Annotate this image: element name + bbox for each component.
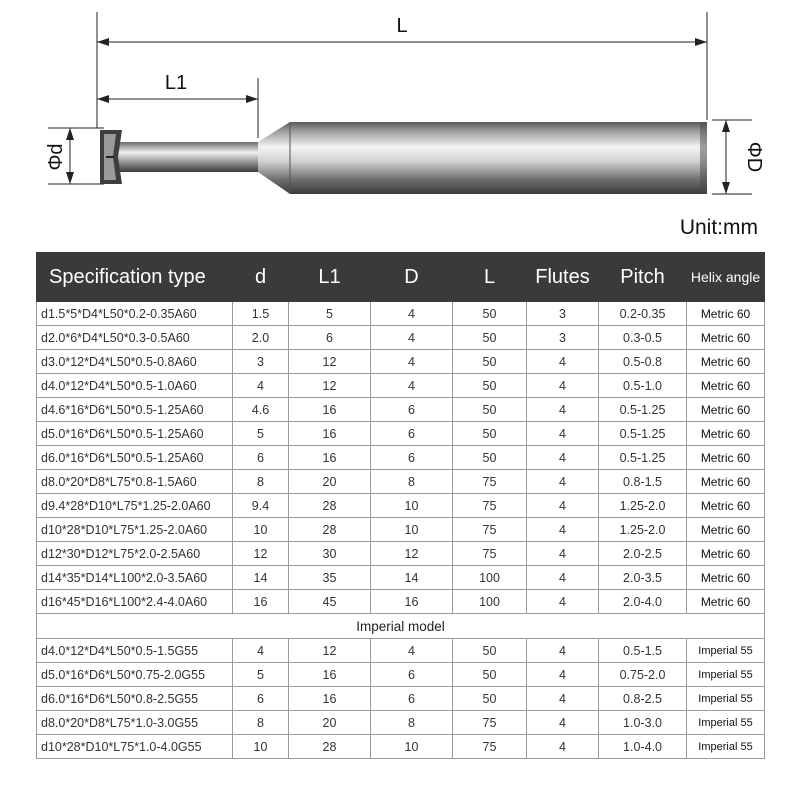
table-row [37, 494, 765, 518]
table-row [37, 518, 765, 542]
cell-D: 4 [371, 374, 453, 398]
table-row [37, 374, 765, 398]
cell-flutes: 4 [527, 542, 599, 566]
cell-D: 6 [371, 663, 453, 687]
header-L: L [453, 253, 527, 302]
cell-spec: d10*28*D10*L75*1.0-4.0G55 [37, 735, 233, 759]
cell-L: 75 [453, 735, 527, 759]
header-flutes: Flutes [527, 253, 599, 302]
header-d: d [233, 253, 289, 302]
cell-L: 75 [453, 518, 527, 542]
cell-flutes: 4 [527, 422, 599, 446]
cell-d: 9.4 [233, 494, 289, 518]
cell-d: 1.5 [233, 302, 289, 326]
cell-helix: Metric 60 [687, 302, 765, 326]
cell-l1: 12 [289, 639, 371, 663]
cell-D: 6 [371, 446, 453, 470]
cell-spec: d6.0*16*D6*L50*0.8-2.5G55 [37, 687, 233, 711]
cell-helix: Metric 60 [687, 470, 765, 494]
table-header-row [37, 253, 765, 302]
cell-l1: 16 [289, 687, 371, 711]
cell-d: 8 [233, 711, 289, 735]
cell-L: 75 [453, 494, 527, 518]
cell-spec: d8.0*20*D8*L75*1.0-3.0G55 [37, 711, 233, 735]
metric-rows [37, 302, 765, 614]
cell-d: 2.0 [233, 326, 289, 350]
cell-d: 6 [233, 687, 289, 711]
cell-spec: d14*35*D14*L100*2.0-3.5A60 [37, 566, 233, 590]
cell-helix: Imperial 55 [687, 711, 765, 735]
cell-L: 100 [453, 566, 527, 590]
cell-spec: d9.4*28*D10*L75*1.25-2.0A60 [37, 494, 233, 518]
cell-helix: Imperial 55 [687, 735, 765, 759]
cell-flutes: 4 [527, 566, 599, 590]
cell-D: 10 [371, 735, 453, 759]
cell-L: 50 [453, 663, 527, 687]
table-row [37, 470, 765, 494]
cell-flutes: 3 [527, 326, 599, 350]
cell-d: 4 [233, 639, 289, 663]
cell-pitch: 0.5-0.8 [599, 350, 687, 374]
cell-flutes: 4 [527, 687, 599, 711]
cell-D: 12 [371, 542, 453, 566]
cell-l1: 45 [289, 590, 371, 614]
cell-L: 50 [453, 374, 527, 398]
length-L-dimension [97, 15, 707, 46]
cell-helix: Imperial 55 [687, 687, 765, 711]
cell-l1: 12 [289, 350, 371, 374]
cell-spec: d10*28*D10*L75*1.25-2.0A60 [37, 518, 233, 542]
label-L1: L1 [164, 72, 188, 94]
cell-spec: d6.0*16*D6*L50*0.5-1.25A60 [37, 446, 233, 470]
cell-flutes: 4 [527, 663, 599, 687]
cell-pitch: 0.5-1.0 [599, 374, 687, 398]
cell-pitch: 0.8-1.5 [599, 470, 687, 494]
cell-D: 6 [371, 398, 453, 422]
cell-D: 4 [371, 350, 453, 374]
imperial-section [37, 614, 765, 639]
cell-D: 8 [371, 711, 453, 735]
cell-D: 6 [371, 687, 453, 711]
tool-dimension-drawing [0, 0, 800, 240]
specification-table [36, 252, 765, 759]
cell-pitch: 2.0-4.0 [599, 590, 687, 614]
cell-pitch: 2.0-2.5 [599, 542, 687, 566]
cell-d: 10 [233, 735, 289, 759]
cell-pitch: 1.0-4.0 [599, 735, 687, 759]
cell-l1: 30 [289, 542, 371, 566]
table-row [37, 326, 765, 350]
cell-d: 4.6 [233, 398, 289, 422]
cell-L: 50 [453, 302, 527, 326]
cell-helix: Imperial 55 [687, 663, 765, 687]
cell-pitch: 0.75-2.0 [599, 663, 687, 687]
label-L: L [396, 15, 408, 37]
cell-spec: d3.0*12*D4*L50*0.5-0.8A60 [37, 350, 233, 374]
cell-helix: Metric 60 [687, 590, 765, 614]
cell-spec: d5.0*16*D6*L50*0.75-2.0G55 [37, 663, 233, 687]
cell-pitch: 0.5-1.5 [599, 639, 687, 663]
cell-d: 12 [233, 542, 289, 566]
cell-d: 6 [233, 446, 289, 470]
thread-mill-tool-image [100, 122, 707, 194]
cell-helix: Metric 60 [687, 446, 765, 470]
imperial-section-row [37, 614, 765, 639]
table-row [37, 422, 765, 446]
cell-l1: 6 [289, 326, 371, 350]
cell-D: 8 [371, 470, 453, 494]
table-row [37, 590, 765, 614]
cell-l1: 28 [289, 518, 371, 542]
imperial-model-label: Imperial model [37, 614, 765, 639]
cell-l1: 16 [289, 422, 371, 446]
cell-spec: d12*30*D12*L75*2.0-2.5A60 [37, 542, 233, 566]
cell-D: 4 [371, 326, 453, 350]
cell-spec: d5.0*16*D6*L50*0.5-1.25A60 [37, 422, 233, 446]
cell-pitch: 1.25-2.0 [599, 494, 687, 518]
table-row [37, 735, 765, 759]
cell-d: 14 [233, 566, 289, 590]
length-L1-dimension [97, 72, 258, 103]
diameter-D-dimension [712, 120, 765, 194]
cell-helix: Metric 60 [687, 422, 765, 446]
table-row [37, 398, 765, 422]
cell-L: 100 [453, 590, 527, 614]
cell-L: 75 [453, 470, 527, 494]
cell-flutes: 4 [527, 350, 599, 374]
cell-helix: Metric 60 [687, 494, 765, 518]
cell-spec: d2.0*6*D4*L50*0.3-0.5A60 [37, 326, 233, 350]
cell-d: 16 [233, 590, 289, 614]
cell-L: 75 [453, 711, 527, 735]
cell-L: 50 [453, 687, 527, 711]
header-D: D [371, 253, 453, 302]
cell-flutes: 4 [527, 639, 599, 663]
cell-D: 14 [371, 566, 453, 590]
cell-spec: d1.5*5*D4*L50*0.2-0.35A60 [37, 302, 233, 326]
cell-spec: d8.0*20*D8*L75*0.8-1.5A60 [37, 470, 233, 494]
cell-flutes: 4 [527, 470, 599, 494]
cell-spec: d16*45*D16*L100*2.4-4.0A60 [37, 590, 233, 614]
cell-pitch: 0.3-0.5 [599, 326, 687, 350]
table-row [37, 687, 765, 711]
table-row [37, 542, 765, 566]
cell-spec: d4.6*16*D6*L50*0.5-1.25A60 [37, 398, 233, 422]
cell-L: 75 [453, 542, 527, 566]
cell-d: 8 [233, 470, 289, 494]
cell-D: 10 [371, 494, 453, 518]
cell-l1: 12 [289, 374, 371, 398]
cell-d: 4 [233, 374, 289, 398]
cell-spec: d4.0*12*D4*L50*0.5-1.0A60 [37, 374, 233, 398]
cell-d: 5 [233, 663, 289, 687]
header-specification-type: Specification type [37, 253, 233, 302]
label-phi-D: ΦD [743, 141, 765, 173]
cell-flutes: 4 [527, 590, 599, 614]
table-row [37, 566, 765, 590]
cell-d: 5 [233, 422, 289, 446]
cell-l1: 28 [289, 735, 371, 759]
cell-l1: 20 [289, 470, 371, 494]
cell-flutes: 4 [527, 518, 599, 542]
diameter-d-dimension [45, 128, 104, 184]
cell-helix: Imperial 55 [687, 639, 765, 663]
cell-D: 6 [371, 422, 453, 446]
cell-flutes: 4 [527, 735, 599, 759]
cell-helix: Metric 60 [687, 518, 765, 542]
cell-helix: Metric 60 [687, 350, 765, 374]
cell-flutes: 4 [527, 374, 599, 398]
cell-L: 50 [453, 639, 527, 663]
unit-label: Unit:mm [679, 216, 758, 239]
cell-d: 3 [233, 350, 289, 374]
cell-L: 50 [453, 422, 527, 446]
cell-l1: 16 [289, 663, 371, 687]
cell-pitch: 1.0-3.0 [599, 711, 687, 735]
cell-pitch: 0.2-0.35 [599, 302, 687, 326]
cell-L: 50 [453, 398, 527, 422]
cell-helix: Metric 60 [687, 398, 765, 422]
table-row [37, 302, 765, 326]
cell-D: 16 [371, 590, 453, 614]
cell-helix: Metric 60 [687, 326, 765, 350]
cell-L: 50 [453, 350, 527, 374]
header-pitch: Pitch [599, 253, 687, 302]
cell-D: 4 [371, 639, 453, 663]
cell-L: 50 [453, 326, 527, 350]
cell-D: 4 [371, 302, 453, 326]
imperial-rows [37, 639, 765, 759]
cell-pitch: 0.5-1.25 [599, 422, 687, 446]
cell-flutes: 4 [527, 711, 599, 735]
cell-pitch: 0.8-2.5 [599, 687, 687, 711]
cell-helix: Metric 60 [687, 374, 765, 398]
cell-flutes: 4 [527, 494, 599, 518]
cell-L: 50 [453, 446, 527, 470]
cell-pitch: 1.25-2.0 [599, 518, 687, 542]
cell-l1: 5 [289, 302, 371, 326]
cell-flutes: 4 [527, 446, 599, 470]
cell-D: 10 [371, 518, 453, 542]
table-row [37, 639, 765, 663]
cell-flutes: 4 [527, 398, 599, 422]
header-helix-angle: Helix angle [687, 253, 765, 302]
cell-l1: 35 [289, 566, 371, 590]
cell-l1: 16 [289, 446, 371, 470]
cell-pitch: 0.5-1.25 [599, 446, 687, 470]
cell-pitch: 2.0-3.5 [599, 566, 687, 590]
cell-l1: 16 [289, 398, 371, 422]
table-row [37, 350, 765, 374]
cell-flutes: 3 [527, 302, 599, 326]
table-row [37, 446, 765, 470]
table-row [37, 663, 765, 687]
cell-helix: Metric 60 [687, 566, 765, 590]
cell-spec: d4.0*12*D4*L50*0.5-1.5G55 [37, 639, 233, 663]
cell-pitch: 0.5-1.25 [599, 398, 687, 422]
label-phi-d: Φd [45, 143, 67, 171]
cell-d: 10 [233, 518, 289, 542]
cell-helix: Metric 60 [687, 542, 765, 566]
cell-l1: 20 [289, 711, 371, 735]
cell-l1: 28 [289, 494, 371, 518]
table-row [37, 711, 765, 735]
header-L1: L1 [289, 253, 371, 302]
